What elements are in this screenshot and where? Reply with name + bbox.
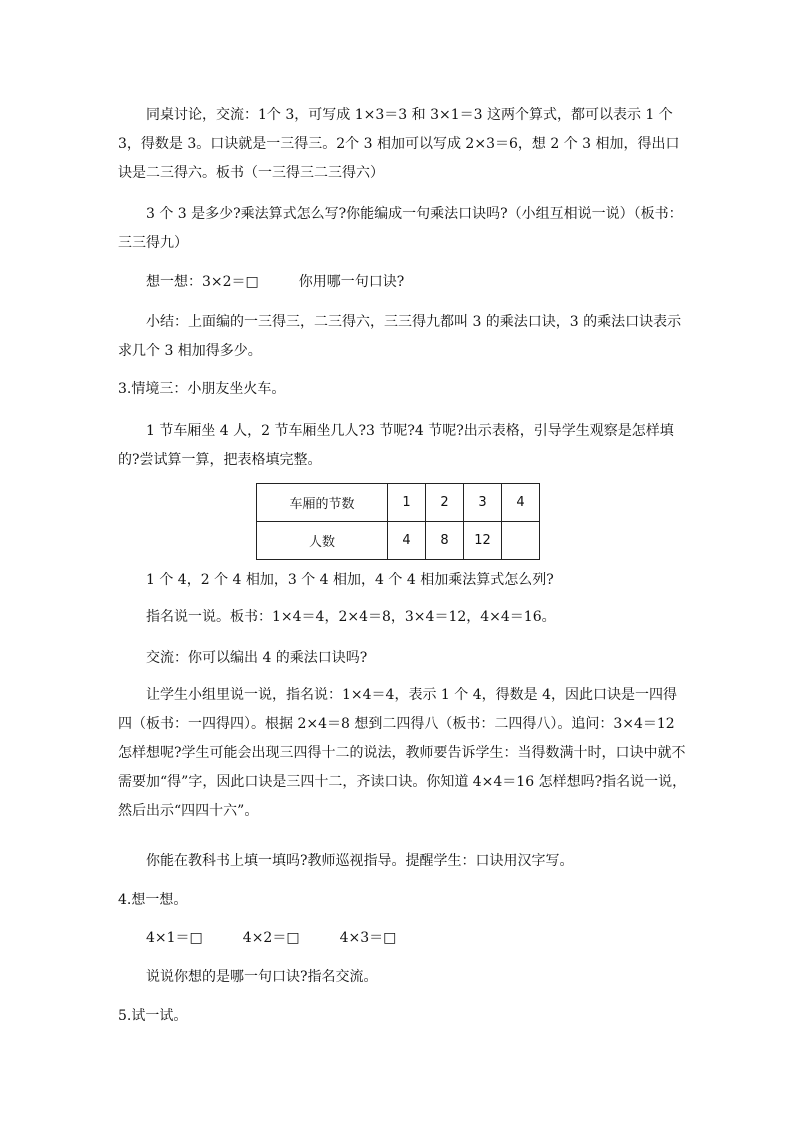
- table-cell: 8: [426, 522, 464, 560]
- paragraph-fill-textbook: 你能在教科书上填一填吗?教师巡视指导。提醒学生：口诀用汉字写。: [146, 853, 574, 869]
- paragraph-exchange: 交流：你可以编出 4 的乘法口诀吗?: [146, 650, 368, 666]
- table-cell: 3: [464, 484, 502, 522]
- paragraph-train-car: 1 节车厢坐 4 人，2 节车厢坐几人?3 节呢?4 节呢?出示表格，引导学生观察是怎样填的?尝试算一算，把表格填完整。: [118, 423, 674, 468]
- table-row-people: [257, 522, 540, 560]
- table-header-car-count: 车厢的节数: [257, 484, 388, 522]
- section-heading-scenario-three: 3.情境三：小朋友坐火车。: [118, 381, 286, 397]
- train-car-table: [256, 483, 540, 560]
- paragraph-multiplication-question: 1 个 4，2 个 4 相加，3 个 4 相加，4 个 4 相加乘法算式怎么列?: [146, 572, 554, 588]
- equation-4x3: 4×3＝□: [339, 930, 397, 946]
- paragraph-board-writing: 指名说一说。板书：1×4＝4，2×4＝8，3×4＝12，4×4＝16。: [146, 609, 556, 625]
- section-heading-try: 5.试一试。: [118, 1008, 188, 1024]
- paragraph-say-rhyme: 说说你想的是哪一句口诀?指名交流。: [146, 969, 378, 985]
- equation-4x2: 4×2＝□: [242, 930, 300, 946]
- table-cell: 4: [388, 522, 426, 560]
- paragraph-discussion: 同桌讨论，交流：1个 3，可写成 1×3＝3 和 3×1＝3 这两个算式，都可以表示 1 个 3，得数是 3。口诀就是一三得三。2个 3 相加可以写成 2×3＝6，想 2 个 3 相加，得出口诀是二三得六。板书（一三得三二三得六）: [118, 107, 680, 181]
- paragraph-three-threes: 3 个 3 是多少?乘法算式怎么写?你能编成一句乘法口诀吗?（小组互相说一说）（板书：三三得九）: [118, 206, 683, 251]
- paragraph-summary: 小结：上面编的一三得三，二三得六，三三得九都叫 3 的乘法口诀，3 的乘法口诀表示求几个 3 相加得多少。: [118, 314, 682, 359]
- table-row-car-count: [257, 484, 540, 522]
- paragraph-group-discussion: 让学生小组里说一说，指名说：1×4＝4，表示 1 个 4，得数是 4，因此口诀是一四得四（板书：一四得四）。根据 2×4＝8 想到二四得八（板书：二四得八）。追问：3×4＝12 怎样想呢?学生可能会出现三四得十二的说法，教师要告诉学生：当得数满十时，口诀中就不需要加“得”字，因此口诀是三四十二，齐读口诀。你知道 4×4＝16 怎样想吗?指名说一说，然后出示“四四十六”。: [118, 687, 687, 819]
- think-equation: 想一想：3×2＝□: [146, 274, 259, 290]
- table-cell: 1: [388, 484, 426, 522]
- equation-4x1: 4×1＝□: [146, 930, 203, 946]
- table-header-people: 人数: [257, 522, 388, 560]
- table-cell: 2: [426, 484, 464, 522]
- table-cell-empty: [502, 522, 540, 560]
- section-heading-think: 4.想一想。: [118, 892, 188, 908]
- think-question: 你用哪一句口诀?: [298, 274, 405, 290]
- think-equations-row: [146, 928, 396, 948]
- table-cell: 12: [464, 522, 502, 560]
- think-line-3x2: [146, 272, 404, 292]
- table-cell: 4: [502, 484, 540, 522]
